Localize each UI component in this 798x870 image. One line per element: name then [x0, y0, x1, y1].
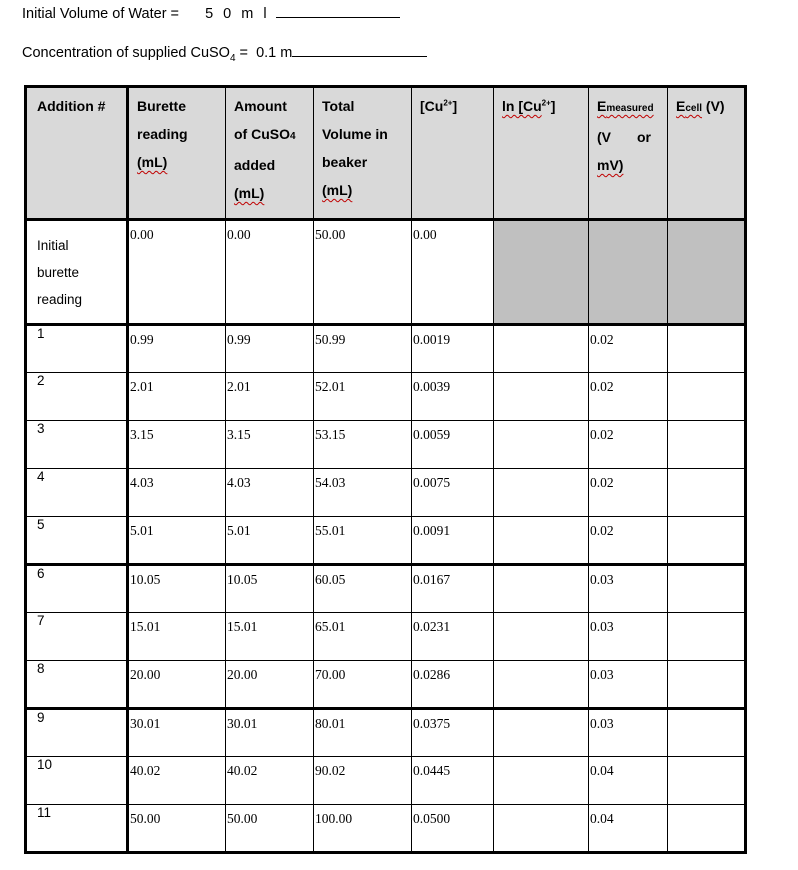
cu-concentration-cell: 0.0167 [412, 565, 494, 613]
col-header-amount: Amount of CuSO4 added (mL) [226, 87, 314, 220]
total-volume-cell: 90.02 [314, 757, 412, 805]
total-volume-cell: 65.01 [314, 613, 412, 661]
water-volume-label: Initial Volume of Water = [22, 6, 180, 22]
total-volume-cell: 60.05 [314, 565, 412, 613]
e-measured-cell: 0.02 [589, 469, 668, 517]
amount-added-cell: 5.01 [226, 517, 314, 565]
e-measured-cell: 0.02 [589, 325, 668, 373]
initial-burette: 0.00 [128, 220, 226, 325]
ln-cu-cell [494, 325, 589, 373]
concentration-blank [292, 55, 427, 57]
addition-number-cell: 8 [26, 661, 128, 709]
cu-concentration-cell: 0.0059 [412, 421, 494, 469]
addition-number-cell: 11 [26, 805, 128, 853]
initial-total: 50.00 [314, 220, 412, 325]
e-measured-cell: 0.03 [589, 565, 668, 613]
table-row [26, 805, 746, 853]
ln-cu-cell [494, 469, 589, 517]
table-row [26, 565, 746, 613]
cu-concentration-cell: 0.0286 [412, 661, 494, 709]
burette-reading-cell: 20.00 [128, 661, 226, 709]
cu-concentration-cell: 0.0039 [412, 373, 494, 421]
total-volume-cell: 54.03 [314, 469, 412, 517]
initial-emeasured-shaded [589, 220, 668, 325]
cu-concentration-cell: 0.0500 [412, 805, 494, 853]
table-row [26, 517, 746, 565]
e-measured-cell: 0.02 [589, 421, 668, 469]
burette-reading-cell: 10.05 [128, 565, 226, 613]
col-header-addition: Addition # [26, 87, 128, 220]
amount-added-cell: 15.01 [226, 613, 314, 661]
ln-cu-cell [494, 805, 589, 853]
e-measured-cell: 0.03 [589, 613, 668, 661]
addition-number-cell: 2 [26, 373, 128, 421]
addition-number-cell: 7 [26, 613, 128, 661]
amount-added-cell: 10.05 [226, 565, 314, 613]
initial-ln-cu-shaded [494, 220, 589, 325]
burette-reading-cell: 3.15 [128, 421, 226, 469]
amount-added-cell: 30.01 [226, 709, 314, 757]
burette-reading-cell: 2.01 [128, 373, 226, 421]
e-cell-cell [668, 709, 746, 757]
e-cell-cell [668, 661, 746, 709]
ln-cu-cell [494, 517, 589, 565]
initial-ecell-shaded [668, 220, 746, 325]
burette-reading-cell: 50.00 [128, 805, 226, 853]
initial-row [26, 220, 746, 325]
addition-number-cell: 1 [26, 325, 128, 373]
amount-added-cell: 0.99 [226, 325, 314, 373]
addition-number-cell: 5 [26, 517, 128, 565]
concentration-label: Concentration of supplied CuSO$_4$ = [22, 45, 249, 64]
amount-added-cell: 20.00 [226, 661, 314, 709]
total-volume-cell: 70.00 [314, 661, 412, 709]
addition-number-cell: 4 [26, 469, 128, 517]
addition-number-cell: 3 [26, 421, 128, 469]
amount-added-cell: 3.15 [226, 421, 314, 469]
e-measured-cell: 0.04 [589, 757, 668, 805]
cu-concentration-cell: 0.0375 [412, 709, 494, 757]
e-cell-cell [668, 517, 746, 565]
e-cell-cell [668, 565, 746, 613]
table-row [26, 421, 746, 469]
col-header-cu: $[Cu^{2+}]$ [412, 87, 494, 220]
e-cell-cell [668, 373, 746, 421]
e-measured-cell: 0.03 [589, 661, 668, 709]
amount-added-cell: 2.01 [226, 373, 314, 421]
e-cell-cell [668, 469, 746, 517]
table-row [26, 469, 746, 517]
amount-added-cell: 50.00 [226, 805, 314, 853]
amount-added-cell: 40.02 [226, 757, 314, 805]
e-measured-cell: 0.03 [589, 709, 668, 757]
total-volume-cell: 50.99 [314, 325, 412, 373]
water-volume-value: 5 0 m l [205, 6, 270, 22]
initial-cu: 0.00 [412, 220, 494, 325]
table-row [26, 325, 746, 373]
ln-cu-cell [494, 565, 589, 613]
results-table [24, 85, 747, 854]
burette-reading-cell: 30.01 [128, 709, 226, 757]
burette-reading-cell: 4.03 [128, 469, 226, 517]
concentration-line [22, 45, 427, 64]
cu-concentration-cell: 0.0445 [412, 757, 494, 805]
ln-cu-cell [494, 757, 589, 805]
cu-concentration-cell: 0.0075 [412, 469, 494, 517]
ln-cu-cell [494, 421, 589, 469]
col-header-total: Total Volume in beaker (mL) [314, 87, 412, 220]
ln-cu-cell [494, 613, 589, 661]
e-cell-cell [668, 325, 746, 373]
table-row [26, 709, 746, 757]
col-header-burette: Burette reading (mL) [128, 87, 226, 220]
e-measured-cell: 0.02 [589, 373, 668, 421]
total-volume-cell: 52.01 [314, 373, 412, 421]
col-header-emeasured: Emeasured (V or mV) [589, 87, 668, 220]
cu-concentration-cell: 0.0231 [412, 613, 494, 661]
initial-amount: 0.00 [226, 220, 314, 325]
total-volume-cell: 100.00 [314, 805, 412, 853]
addition-number-cell: 10 [26, 757, 128, 805]
header-row [26, 87, 746, 220]
ln-cu-cell [494, 661, 589, 709]
e-cell-cell [668, 421, 746, 469]
e-measured-cell: 0.04 [589, 805, 668, 853]
initial-label: Initial burette reading [26, 220, 128, 325]
table-row [26, 613, 746, 661]
e-cell-cell [668, 613, 746, 661]
addition-number-cell: 9 [26, 709, 128, 757]
amount-added-cell: 4.03 [226, 469, 314, 517]
table-row [26, 661, 746, 709]
water-volume-blank [276, 16, 400, 18]
burette-reading-cell: 5.01 [128, 517, 226, 565]
table-row [26, 373, 746, 421]
e-measured-cell: 0.02 [589, 517, 668, 565]
e-cell-cell [668, 757, 746, 805]
ln-cu-cell [494, 373, 589, 421]
total-volume-cell: 55.01 [314, 517, 412, 565]
table-row [26, 757, 746, 805]
cu-concentration-cell: 0.0091 [412, 517, 494, 565]
col-header-ln-cu: $\ln [Cu^{2+}]$ [494, 87, 589, 220]
concentration-value: 0.1 m [256, 45, 293, 61]
col-header-ecell: Ecell (V) [668, 87, 746, 220]
burette-reading-cell: 15.01 [128, 613, 226, 661]
water-volume-line [22, 6, 400, 22]
cu-concentration-cell: 0.0019 [412, 325, 494, 373]
ln-cu-cell [494, 709, 589, 757]
e-cell-cell [668, 805, 746, 853]
burette-reading-cell: 40.02 [128, 757, 226, 805]
total-volume-cell: 80.01 [314, 709, 412, 757]
addition-number-cell: 6 [26, 565, 128, 613]
total-volume-cell: 53.15 [314, 421, 412, 469]
burette-reading-cell: 0.99 [128, 325, 226, 373]
